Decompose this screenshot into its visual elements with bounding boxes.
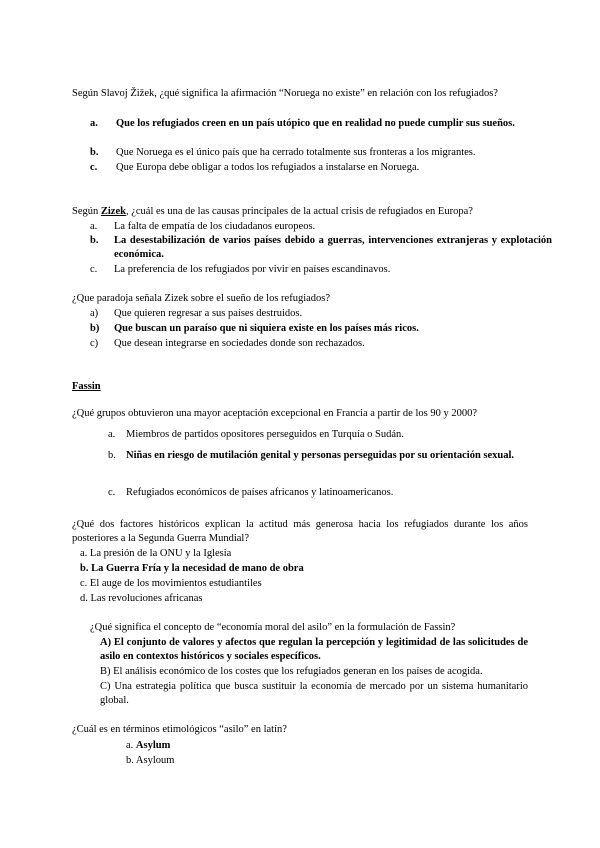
question-suffix: , ¿cuál es una de las causas principales de la actual crisis de refugiados en Europa? (125, 206, 473, 217)
answer-option-c (90, 337, 365, 351)
option-text: Refugiados económicos de países africanos y latinoamericanos. (126, 487, 394, 498)
option-text: Que buscan un paraíso que ni siquiera existe en los países más ricos. (114, 323, 419, 334)
question-prefix: Según (72, 206, 101, 217)
option-marker: a. (90, 118, 98, 129)
question-zizek-paradoja: ¿Que paradoja señala Zizek sobre el sueño de los refugiados? (72, 293, 331, 304)
answer-option-a (90, 307, 302, 321)
option-text: Miembros de partidos opositores perseguidos en Turquía o Sudán. (126, 429, 404, 440)
answer-option-b (90, 322, 419, 336)
answer-option-c (108, 486, 393, 500)
option-marker: b. (108, 450, 116, 461)
option-text: La preferencia de los refugiados por vivir en países escandinavos. (114, 264, 391, 275)
option-marker: a. (126, 740, 134, 751)
question-zizek-causas (72, 205, 528, 219)
answer-option-a: A) El conjunto de valores y afectos que regulan la percepción y legitimidad de las solicitudes de asilo en contextos históricos y sociales específicos. (100, 637, 528, 662)
answer-option-c (90, 263, 390, 277)
question-fassin-economia-moral: ¿Qué significa el concepto de “economía moral del asilo” en la formulación de Fassin? (90, 622, 456, 633)
option-marker: a. (90, 221, 98, 232)
answer-option-b (126, 754, 174, 768)
answer-option-a (108, 428, 404, 442)
option-marker: c. (108, 487, 116, 498)
option-text: La desestabilización de varios países debido a guerras, intervenciones extranjeras y explotación económica. (114, 235, 552, 260)
answer-option-b (90, 234, 552, 262)
section-heading: Fassin (72, 381, 101, 392)
option-marker: a) (90, 308, 99, 319)
answer-option-a (90, 117, 528, 131)
option-text: Niñas en riesgo de mutilación genital y personas perseguidas por su orientación sexual. (126, 450, 515, 461)
answer-option-b (108, 447, 526, 464)
answer-option-c (90, 161, 419, 175)
option-text: Que quieren regresar a sus países destruidos. (114, 308, 303, 319)
option-marker: c) (90, 338, 99, 349)
question-zizek-noruega: Según Slavoj Žižek, ¿qué significa la afirmación “Noruega no existe” en relación con los refugiados? (72, 88, 498, 99)
answer-option-b: B) El análisis económico de los costes que los refugiados generan en los países de acogida. (100, 666, 483, 677)
option-marker: c. (90, 264, 98, 275)
answer-option-c: c. El auge de los movimientos estudiantiles (80, 578, 262, 589)
option-marker: a. (108, 429, 116, 440)
question-asilo-latin: ¿Cuál es en términos etimológicos “asilo” en latín? (72, 724, 287, 735)
author-name: Zizek (100, 206, 126, 217)
option-marker: c. (90, 162, 98, 173)
option-text: Que Noruega es el único país que ha cerrado totalmente sus fronteras a los migrantes. (116, 147, 476, 158)
answer-option-c: C) Una estrategia política que busca sustituir la economía de mercado por un sistema humanitario global. (100, 681, 528, 706)
option-text: La falta de empatía de los ciudadanos europeos. (114, 221, 316, 232)
option-text: Que desean integrarse en sociedades donde son rechazados. (114, 338, 365, 349)
answer-option-a (126, 739, 170, 753)
option-text: Que los refugiados creen en un país utópico que en realidad no puede cumplir sus sueños. (116, 118, 515, 129)
option-marker: b) (90, 323, 100, 334)
answer-option-a (90, 220, 315, 234)
option-text: Que Europa debe obligar a todos los refugiados a instalarse en Noruega. (116, 162, 420, 173)
option-marker: b. (126, 755, 134, 766)
answer-option-b (90, 146, 476, 160)
answer-option-d: d. Las revoluciones africanas (80, 593, 203, 604)
option-marker: b. (90, 235, 99, 246)
answer-option-a: a. La presión de la ONU y la Iglesia (80, 548, 232, 559)
option-text: Asylum (135, 740, 171, 751)
question-fassin-grupos: ¿Qué grupos obtuvieron una mayor aceptación excepcional en Francia a partir de los 90 y 2000? (72, 408, 477, 419)
question-fassin-factores: ¿Qué dos factores históricos explican la actitud más generosa hacia los refugiados durante los años posteriores a la Segunda Guerra Mundial? (72, 519, 528, 544)
option-marker: b. (90, 147, 99, 158)
answer-option-b: b. La Guerra Fría y la necesidad de mano de obra (80, 563, 304, 574)
option-text: Asyloum (135, 755, 175, 766)
